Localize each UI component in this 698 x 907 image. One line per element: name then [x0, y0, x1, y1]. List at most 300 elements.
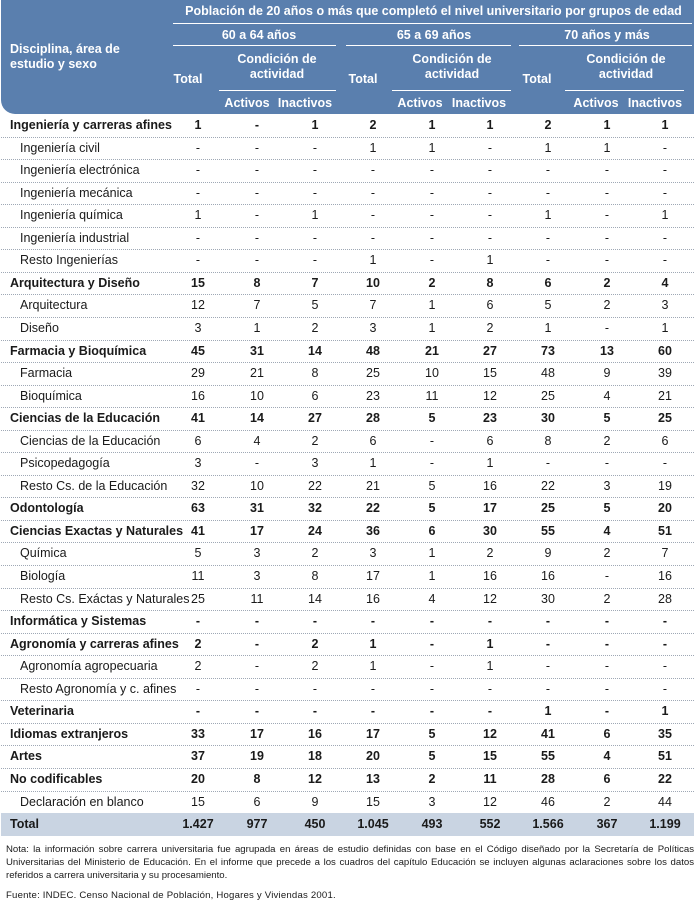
table-cell: 1.566 [532, 817, 564, 832]
table-cell: 1 [661, 704, 669, 719]
table-cell: 14 [308, 591, 322, 606]
table-cell: 25 [541, 501, 555, 516]
table-row [1, 182, 694, 205]
table-cell: 36 [366, 523, 380, 538]
row-label: Arquitectura [20, 298, 88, 313]
table-cell: 12 [483, 794, 497, 809]
table-cell: - [662, 185, 668, 200]
table-cell: 2 [428, 771, 436, 786]
table-row [1, 633, 694, 656]
table-cell: - [254, 681, 260, 696]
table-cell: - [487, 614, 493, 629]
table-cell: 10 [366, 275, 380, 290]
row-label: Resto Agronomía y c. afines [20, 681, 177, 696]
table-cell: 5 [428, 411, 436, 426]
table-cell: 1 [194, 118, 202, 132]
table-cell: 1 [369, 253, 377, 268]
table-cell: 10 [425, 366, 439, 381]
table-cell: 3 [661, 298, 669, 313]
table-cell: 552 [479, 817, 501, 832]
table-cell: - [487, 185, 493, 200]
table-cell: 1 [311, 118, 319, 132]
table-cell: 1 [544, 320, 552, 335]
table-row [1, 204, 694, 227]
table-cell: 12 [308, 771, 322, 786]
table-cell: - [312, 140, 318, 155]
header-inactive-3: Inactivos [627, 96, 683, 110]
header-divider [519, 45, 692, 46]
table-cell: 12 [191, 298, 205, 313]
table-cell: - [254, 140, 260, 155]
table-cell: - [604, 253, 610, 268]
table-cell: 2 [603, 433, 611, 448]
table-cell: 4 [603, 749, 611, 764]
table-row [1, 340, 694, 363]
table-cell: - [604, 230, 610, 245]
table-cell: - [254, 185, 260, 200]
header-divider [219, 90, 336, 91]
table-cell: 2 [603, 275, 611, 290]
table-cell: 45 [191, 343, 205, 358]
table-cell: 1 [428, 320, 436, 335]
table-cell: - [195, 230, 201, 245]
table-cell: 1 [486, 253, 494, 268]
table-cell: - [195, 253, 201, 268]
row-label: Veterinaria [10, 704, 74, 719]
table-cell: 2 [603, 546, 611, 561]
table-cell: - [487, 140, 493, 155]
header-total-3: Total [522, 72, 552, 86]
table-cell: - [429, 659, 435, 674]
table-cell: 27 [483, 343, 497, 358]
table-cell: - [545, 636, 551, 651]
table-cell: - [662, 140, 668, 155]
row-label: Ciencias Exactas y Naturales [10, 523, 184, 538]
table-cell: 2 [194, 636, 202, 651]
table-row [1, 745, 694, 768]
table-cell: 1 [311, 208, 319, 223]
row-label: Artes [10, 749, 42, 764]
table-cell: 2 [369, 118, 377, 132]
table-cell: - [254, 118, 260, 132]
table-cell: - [254, 659, 260, 674]
table-cell: 25 [658, 411, 672, 426]
table-cell: 2 [603, 298, 611, 313]
table-header [1, 0, 694, 114]
table-cell: - [370, 163, 376, 178]
table-cell: 1 [428, 546, 436, 561]
row-label: Resto Cs. Exáctas y Naturales [20, 591, 190, 606]
table-row [1, 249, 694, 272]
table-row [1, 159, 694, 182]
table-cell: 1 [661, 118, 669, 132]
table-cell: 1 [486, 118, 494, 132]
table-cell: 5 [311, 298, 319, 313]
row-label: No codificables [10, 771, 103, 786]
table-cell: - [429, 163, 435, 178]
table-cell: 8 [311, 569, 319, 583]
row-label: Ingeniería industrial [20, 230, 130, 245]
table-cell: - [662, 636, 668, 651]
table-cell: 17 [250, 523, 264, 538]
table-cell: - [545, 163, 551, 178]
table-cell: - [195, 681, 201, 696]
table-cell: 4 [603, 388, 611, 403]
table-cell: 6 [603, 771, 611, 786]
table-cell: 6 [603, 726, 611, 741]
table-cell: 24 [308, 523, 322, 538]
table-cell: - [604, 185, 610, 200]
table-cell: 5 [428, 501, 436, 516]
table-cell: 33 [191, 726, 205, 741]
row-label: Agronomía y carreras afines [10, 636, 179, 651]
table-cell: - [429, 456, 435, 471]
table-row [1, 723, 694, 746]
table-cell: 8 [253, 771, 261, 786]
table-row [1, 565, 694, 588]
table-cell: 5 [428, 749, 436, 764]
table-cell: 15 [191, 275, 205, 290]
table-cell: - [487, 163, 493, 178]
table-cell: 20 [366, 749, 380, 764]
table-cell: 6 [194, 433, 202, 448]
table-cell: 46 [541, 794, 555, 809]
table-cell: 17 [250, 726, 264, 741]
header-divider [565, 90, 684, 91]
table-cell: - [312, 704, 318, 719]
table-cell: 14 [250, 411, 264, 426]
table-cell: 30 [483, 523, 497, 538]
table-cell: 3 [369, 320, 377, 335]
table-cell: 19 [250, 749, 264, 764]
table-cell: 1 [428, 569, 436, 583]
table-cell: - [662, 614, 668, 629]
table-row [1, 430, 694, 453]
table-row [1, 768, 694, 791]
table-cell: - [604, 681, 610, 696]
row-label: Ingeniería y carreras afines [10, 118, 172, 132]
table-cell: 22 [366, 501, 380, 516]
table-cell: 6 [311, 388, 319, 403]
header-group-60-64: 60 a 64 años [221, 28, 297, 42]
table-cell: 3 [253, 546, 261, 561]
table-cell: 2 [428, 275, 436, 290]
header-divider [392, 90, 511, 91]
table-cell: 8 [486, 275, 494, 290]
table-cell: - [429, 185, 435, 200]
table-cell: 21 [425, 343, 439, 358]
table-row [1, 137, 694, 160]
table-cell: 27 [308, 411, 322, 426]
table-cell: 1 [544, 208, 552, 223]
table-cell: - [312, 253, 318, 268]
table-cell: 17 [483, 501, 497, 516]
table-row [1, 610, 694, 633]
header-active-3: Activos [573, 96, 619, 110]
table-row [1, 588, 694, 611]
table-cell: 6 [486, 298, 494, 313]
table-cell: - [662, 659, 668, 674]
table-row [1, 542, 694, 565]
table-cell: 493 [421, 817, 443, 832]
table-row [1, 114, 694, 137]
table-cell: - [662, 681, 668, 696]
total-row [1, 813, 694, 836]
header-active-1: Activos [224, 96, 270, 110]
table-cell: 48 [541, 366, 555, 381]
row-label: Bioquímica [20, 388, 82, 403]
row-label: Informática y Sistemas [10, 614, 147, 629]
table-cell: - [370, 704, 376, 719]
table-cell: 18 [308, 749, 322, 764]
table-cell: - [195, 140, 201, 155]
row-label: Total [10, 817, 39, 832]
table-cell: 39 [658, 366, 672, 381]
table-cell: - [254, 163, 260, 178]
table-cell: 2 [603, 794, 611, 809]
row-label: Ingeniería electrónica [20, 163, 140, 178]
row-label: Resto Cs. de la Educación [20, 478, 168, 493]
table-cell: - [545, 681, 551, 696]
table-row [1, 655, 694, 678]
table-cell: 4 [603, 523, 611, 538]
table-cell: 1 [486, 659, 494, 674]
table-cell: - [429, 704, 435, 719]
table-cell: 51 [658, 523, 672, 538]
table-cell: 30 [541, 591, 555, 606]
table-cell: 41 [191, 411, 205, 426]
row-label: Ciencias de la Educación [20, 433, 161, 448]
table-cell: - [487, 704, 493, 719]
table-cell: 51 [658, 749, 672, 764]
table-cell: - [604, 208, 610, 223]
table-cell: - [545, 185, 551, 200]
table-cell: - [312, 230, 318, 245]
table-cell: 48 [366, 343, 380, 358]
row-label: Farmacia [20, 366, 73, 381]
table-cell: 2 [544, 118, 552, 132]
table-cell: 55 [541, 523, 555, 538]
table-cell: 16 [483, 478, 497, 493]
table-cell: 16 [191, 388, 205, 403]
table-cell: 17 [366, 569, 380, 583]
row-label: Ingeniería civil [20, 140, 100, 155]
header-inactive-2: Inactivos [451, 96, 507, 110]
table-cell: - [429, 614, 435, 629]
table-cell: 3 [253, 569, 261, 583]
table-cell: 2 [311, 546, 319, 561]
table-cell: 15 [366, 794, 380, 809]
table-cell: 977 [246, 817, 268, 832]
table-cell: 6 [544, 275, 552, 290]
table-cell: - [429, 433, 435, 448]
table-cell: 3 [369, 546, 377, 561]
table-cell: 21 [658, 388, 672, 403]
table-cell: 35 [658, 726, 672, 741]
table-cell: - [429, 208, 435, 223]
table-cell: 1 [544, 704, 552, 719]
row-label: Idiomas extranjeros [10, 726, 129, 741]
table-cell: 4 [428, 591, 436, 606]
table-cell: - [604, 163, 610, 178]
table-cell: - [604, 569, 610, 583]
table-cell: - [662, 456, 668, 471]
table-cell: 9 [544, 546, 552, 561]
table-cell: 5 [603, 411, 611, 426]
table-cell: 3 [311, 456, 319, 471]
table-row [1, 227, 694, 250]
table-cell: 2 [603, 591, 611, 606]
table-cell: 11 [191, 569, 205, 583]
header-divider [173, 23, 692, 24]
table-cell: - [662, 230, 668, 245]
table-cell: - [195, 704, 201, 719]
table-cell: 1 [428, 298, 436, 313]
table-cell: 22 [541, 478, 555, 493]
row-label: Ingeniería mecánica [20, 185, 133, 200]
table-cell: 2 [486, 320, 494, 335]
table-cell: 1 [544, 140, 552, 155]
table-cell: 10 [250, 478, 264, 493]
table-cell: 5 [603, 501, 611, 516]
table-cell: 41 [191, 523, 205, 538]
table-cell: 15 [483, 366, 497, 381]
table-cell: 3 [603, 478, 611, 493]
table-row [1, 317, 694, 340]
table-cell: 73 [541, 343, 555, 358]
table-cell: 22 [308, 478, 322, 493]
table-cell: - [195, 163, 201, 178]
table-cell: 16 [308, 726, 322, 741]
table-row [1, 520, 694, 543]
table-cell: 12 [483, 726, 497, 741]
table-cell: 19 [658, 478, 672, 493]
table-cell: - [254, 614, 260, 629]
table-cell: 5 [428, 726, 436, 741]
table-row [1, 497, 694, 520]
row-label: Ciencias de la Educación [10, 411, 161, 426]
table-cell: - [370, 230, 376, 245]
row-label: Resto Ingenierías [20, 253, 118, 268]
header-group-65-69: 65 a 69 años [396, 28, 472, 42]
table-cell: 5 [428, 478, 436, 493]
table-cell: 31 [250, 343, 264, 358]
table-cell: 25 [541, 388, 555, 403]
table-cell: 6 [661, 433, 669, 448]
table-cell: - [370, 681, 376, 696]
table-cell: 6 [428, 523, 436, 538]
row-label: Agronomía agropecuaria [20, 659, 158, 674]
table-cell: 3 [194, 456, 202, 471]
table-cell: 1 [369, 636, 377, 651]
table-cell: 9 [603, 366, 611, 381]
table-cell: 1.199 [649, 817, 681, 832]
row-label: Ingeniería química [20, 208, 123, 223]
table-cell: - [487, 230, 493, 245]
table-cell: 21 [366, 478, 380, 493]
table-cell: 7 [311, 275, 319, 290]
row-label: Arquitectura y Diseño [10, 275, 140, 290]
header-active-2: Activos [397, 96, 443, 110]
header-condition-3: Condición de actividad [586, 52, 666, 81]
table-cell: 4 [661, 275, 669, 290]
table-cell: - [312, 681, 318, 696]
table-cell: 13 [600, 343, 614, 358]
table-cell: - [662, 253, 668, 268]
table-cell: 14 [308, 343, 322, 358]
table-cell: - [254, 456, 260, 471]
table-cell: - [604, 636, 610, 651]
table-cell: 450 [304, 817, 326, 832]
table-cell: 37 [191, 749, 205, 764]
table-cell: 2 [311, 659, 319, 674]
table-row [1, 678, 694, 701]
table-cell: 7 [369, 298, 377, 313]
table-cell: - [312, 185, 318, 200]
header-inactive-1: Inactivos [277, 96, 333, 110]
table-cell: 1 [369, 140, 377, 155]
header-main-title: Población de 20 años o más que completó el nivel universitario por grupos de edad [185, 4, 682, 18]
table-cell: 32 [191, 478, 205, 493]
table-cell: 367 [596, 817, 618, 832]
table-cell: 28 [366, 411, 380, 426]
table-cell: 16 [366, 591, 380, 606]
table-cell: 5 [544, 298, 552, 313]
table-cell: - [487, 681, 493, 696]
table-cell: 2 [311, 636, 319, 651]
table-cell: 41 [541, 726, 555, 741]
table-cell: 60 [658, 343, 672, 358]
table-cell: 7 [253, 298, 261, 313]
table-cell: 1 [253, 320, 261, 335]
table-cell: 2 [311, 433, 319, 448]
table-cell: - [545, 253, 551, 268]
table-cell: 11 [250, 591, 264, 606]
table-cell: 28 [541, 771, 555, 786]
table-cell: 16 [541, 569, 555, 583]
table-cell: 7 [661, 546, 669, 561]
table-cell: 1 [369, 659, 377, 674]
table-cell: - [545, 230, 551, 245]
table-cell: - [604, 320, 610, 335]
table-cell: 23 [366, 388, 380, 403]
row-label: Odontología [10, 501, 84, 516]
table-cell: - [429, 230, 435, 245]
row-label: Biología [20, 569, 66, 583]
table-cell: 2 [486, 546, 494, 561]
table-cell: - [254, 704, 260, 719]
table-cell: 22 [658, 771, 672, 786]
table-cell: - [429, 681, 435, 696]
table-cell: 21 [250, 366, 264, 381]
table-cell: 8 [311, 366, 319, 381]
row-label: Diseño [20, 320, 59, 335]
table-row [1, 700, 694, 723]
table-cell: 25 [366, 366, 380, 381]
table-cell: - [604, 614, 610, 629]
table-row [1, 791, 694, 814]
table-cell: - [487, 208, 493, 223]
table-cell: 2 [194, 659, 202, 674]
table-cell: 1.045 [357, 817, 389, 832]
table-cell: 1 [369, 456, 377, 471]
table-cell: 15 [191, 794, 205, 809]
table-cell: 23 [483, 411, 497, 426]
table-cell: 25 [191, 591, 205, 606]
table-cell: 5 [194, 546, 202, 561]
table-source: Fuente: INDEC. Censo Nacional de Población, Hogares y Viviendas 2001. [6, 890, 336, 901]
table-cell: 4 [253, 433, 261, 448]
